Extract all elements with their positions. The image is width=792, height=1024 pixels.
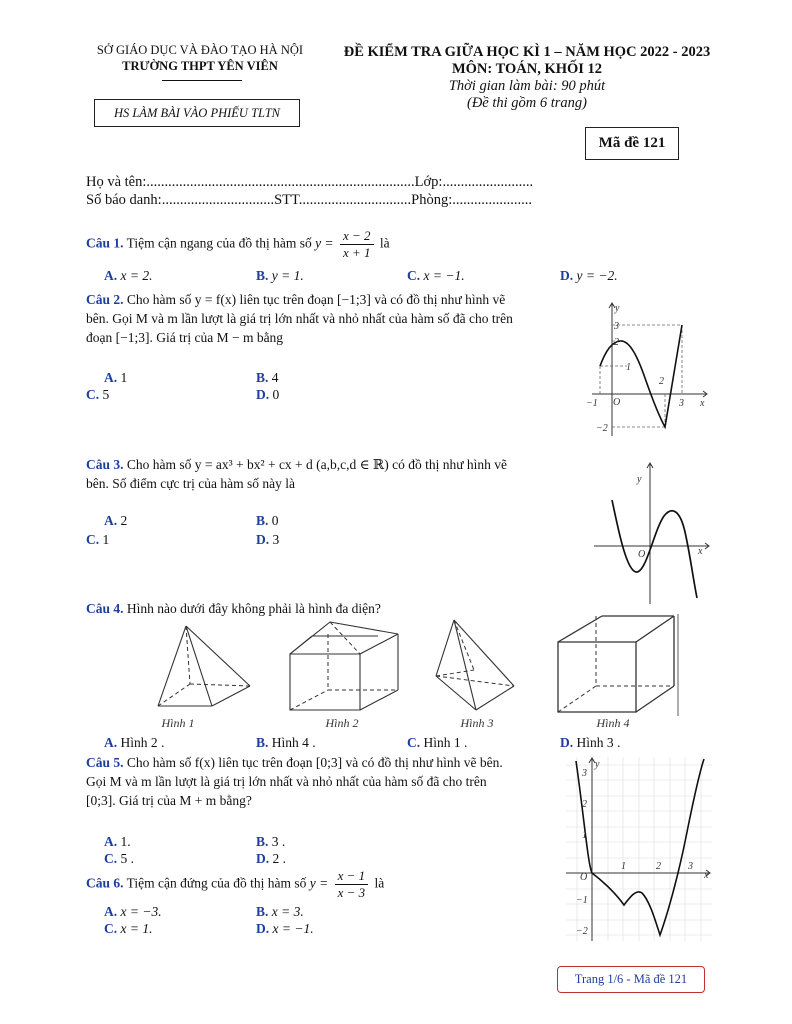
option-text: 2 . — [272, 851, 286, 866]
option-letter: D. — [256, 921, 270, 936]
option-text: Hình 4 . — [271, 735, 316, 750]
question-5-label: Câu 5. — [86, 755, 124, 770]
question-3-option-c[interactable] — [86, 532, 109, 548]
question-6-tail: là — [374, 875, 385, 891]
question-1-func-lhs: y = — [315, 235, 334, 251]
question-3-line-2: bên. Số điểm cực trị của hàm số này là — [86, 476, 296, 491]
x-label: x — [698, 546, 703, 557]
option-text: 1. — [120, 834, 131, 849]
tick-x-neg1: −1 — [586, 398, 598, 409]
question-1-text: Tiệm cận ngang của đồ thị hàm số — [126, 235, 312, 251]
option-letter: C. — [104, 921, 118, 936]
exam-subject: MÔN: TOÁN, KHỐI 12 — [451, 61, 603, 77]
x-label: x — [704, 870, 709, 881]
school-name: TRƯỜNG THPT YÊN VIÊN — [122, 59, 278, 73]
question-1 — [86, 228, 390, 261]
question-2-option-d[interactable] — [256, 387, 279, 403]
page-footer: Trang 1/6 - Mã đề 121 — [557, 966, 705, 993]
tick-y-2: 2 — [614, 337, 619, 348]
question-3-line-1: Cho hàm số y = ax³ + bx² + cx + d (a,b,c,d ∈ ℝ) có đồ thị như hình vẽ — [126, 457, 508, 472]
question-6-option-c[interactable] — [104, 921, 152, 937]
question-6-text: Tiệm cận đứng của đồ thị hàm số — [126, 875, 307, 891]
figure-1-pyramid — [150, 618, 270, 718]
student-info-line-1: Họ và tên:..........................................................................Lớp:......................... — [86, 174, 534, 190]
option-text: 0 — [271, 513, 279, 528]
question-1-tail: là — [379, 235, 390, 251]
y-label: y — [637, 474, 642, 485]
student-info-line-2: Số báo danh:...............................STT...............................Phòng:...................... — [86, 192, 533, 208]
figure-4-cube — [552, 612, 684, 718]
question-6-option-b[interactable] — [256, 904, 304, 920]
question-5-line-1: Cho hàm số f(x) liên tục trên đoạn [0;3] và có đồ thị như hình vẽ bên. — [126, 755, 503, 770]
question-5-option-b[interactable] — [256, 834, 285, 850]
question-1-option-a[interactable] — [104, 268, 152, 284]
question-3-graph — [590, 458, 714, 606]
exam-duration: Thời gian làm bài: 90 phút — [448, 78, 606, 94]
option-letter: B. — [256, 370, 269, 385]
option-text: 0 — [272, 387, 280, 402]
question-2-option-b[interactable] — [256, 370, 279, 386]
question-4-text: Hình nào dưới đây không phải là hình đa diện? — [126, 601, 381, 616]
question-1-fraction — [340, 228, 374, 261]
x-label: x — [700, 398, 705, 409]
question-3 — [86, 455, 570, 493]
tick-y-1: 1 — [582, 830, 587, 841]
option-text: 4 — [271, 370, 279, 385]
option-letter: B. — [256, 735, 269, 750]
option-text: Hình 2 . — [120, 735, 165, 750]
option-letter: B. — [256, 834, 269, 849]
origin-label: O — [580, 872, 588, 883]
question-4-option-c[interactable] — [407, 735, 467, 751]
option-letter: C. — [86, 387, 100, 402]
option-letter: D. — [256, 532, 270, 547]
option-letter: C. — [104, 851, 118, 866]
tick-y-1: 1 — [626, 362, 631, 373]
option-text: x = −1. — [423, 268, 465, 283]
tick-y-neg2: −2 — [576, 926, 588, 937]
exam-code-box: Mã đề 121 — [585, 127, 679, 160]
question-6 — [86, 868, 384, 901]
question-2-option-c[interactable] — [86, 387, 109, 403]
question-3-option-a[interactable] — [104, 513, 127, 529]
option-letter: C. — [86, 532, 100, 547]
question-6-option-a[interactable] — [104, 904, 162, 920]
question-5-option-d[interactable] — [256, 851, 286, 867]
question-1-option-c[interactable] — [407, 268, 465, 284]
option-letter: D. — [256, 387, 270, 402]
option-text: x = −1. — [272, 921, 314, 936]
option-letter: C. — [407, 268, 421, 283]
figure-2-composite — [282, 614, 406, 718]
y-label: y — [615, 303, 620, 314]
figure-3-label: Hình 3 — [460, 716, 494, 730]
exam-pages-note: (Đề thi gồm 6 trang) — [466, 95, 587, 111]
cubic-curve — [612, 500, 697, 598]
option-text: x = −3. — [120, 904, 162, 919]
option-text: x = 3. — [271, 904, 304, 919]
question-4-option-b[interactable] — [256, 735, 316, 751]
option-text: y = −2. — [576, 268, 618, 283]
tick-x-3: 3 — [679, 398, 684, 409]
question-2-line-3: đoạn [−1;3]. Giá trị của M − m bằng — [86, 330, 284, 345]
question-2-label: Câu 2. — [86, 292, 124, 307]
figure-1-label: Hình 1 — [161, 716, 195, 730]
question-3-option-b[interactable] — [256, 513, 279, 529]
question-2-graph — [582, 298, 712, 438]
question-3-label: Câu 3. — [86, 457, 124, 472]
question-5-option-c[interactable] — [104, 851, 134, 867]
option-text: 1 — [120, 370, 128, 385]
figure-2-label: Hình 2 — [325, 716, 359, 730]
tick-y-3: 3 — [614, 321, 619, 332]
option-text: 3 — [272, 532, 280, 547]
option-letter: A. — [104, 268, 118, 283]
tick-y-neg2: −2 — [596, 423, 608, 434]
tick-y-2: 2 — [582, 799, 587, 810]
header-right — [318, 44, 736, 112]
tick-y-neg1: −1 — [576, 895, 588, 906]
option-letter: A. — [104, 370, 118, 385]
figure-3-tetra-shape — [426, 614, 526, 718]
tick-x-2: 2 — [659, 376, 664, 387]
option-text: y = 1. — [271, 268, 304, 283]
option-letter: D. — [256, 851, 270, 866]
option-text: Hình 1 . — [423, 735, 468, 750]
question-1-label: Câu 1. — [86, 235, 124, 251]
exam-title: ĐỀ KIỂM TRA GIỮA HỌC KÌ 1 – NĂM HỌC 2022 - 2023 — [343, 44, 711, 60]
option-text: 3 . — [271, 834, 286, 849]
option-letter: A. — [104, 513, 118, 528]
question-5-line-2: Gọi M và m lần lượt là giá trị lớn nhất và nhỏ nhất của hàm số đã cho trên — [86, 774, 487, 789]
header-left — [82, 42, 318, 74]
option-letter: B. — [256, 904, 269, 919]
question-5-option-a[interactable] — [104, 834, 131, 850]
tick-x-1: 1 — [621, 861, 626, 872]
question-2-option-a[interactable] — [104, 370, 127, 386]
question-4-option-d[interactable] — [560, 735, 620, 751]
option-letter: A. — [104, 904, 118, 919]
question-1-option-b[interactable] — [256, 268, 304, 284]
option-text: 1 — [102, 532, 110, 547]
question-6-denominator: x − 3 — [337, 885, 366, 900]
option-letter: C. — [407, 735, 421, 750]
option-letter: A. — [104, 834, 118, 849]
origin-label: O — [613, 397, 621, 408]
question-4-option-a[interactable] — [104, 735, 164, 751]
question-6-numerator: x − 1 — [335, 868, 369, 885]
question-6-fraction — [335, 868, 369, 901]
question-6-func-lhs: y = — [309, 875, 329, 891]
option-text: 5 . — [120, 851, 134, 866]
question-2 — [86, 290, 566, 347]
option-letter: B. — [256, 513, 269, 528]
option-text: x = 2. — [120, 268, 153, 283]
y-label: y — [595, 759, 600, 770]
option-text: 5 — [102, 387, 110, 402]
question-5-graph — [566, 757, 712, 941]
option-letter: B. — [256, 268, 269, 283]
option-text: Hình 3 . — [576, 735, 621, 750]
question-2-line-2: bên. Gọi M và m lần lượt là giá trị lớn nhất và nhỏ nhất của hàm số đã cho trên — [86, 311, 513, 326]
option-letter: A. — [104, 735, 118, 750]
question-5 — [86, 753, 560, 810]
question-1-numerator: x − 2 — [340, 228, 374, 245]
question-5-line-3: [0;3]. Giá trị của M + m bằng? — [86, 793, 252, 808]
question-3-option-d[interactable] — [256, 532, 279, 548]
origin-label: O — [638, 549, 646, 560]
tick-x-3: 3 — [688, 861, 693, 872]
option-text: x = 1. — [120, 921, 153, 936]
question-4-label: Câu 4. — [86, 601, 124, 616]
question-1-denominator: x + 1 — [343, 245, 371, 260]
question-6-label: Câu 6. — [86, 875, 124, 891]
question-1-option-d[interactable] — [560, 268, 618, 284]
department-name: SỞ GIÁO DỤC VÀ ĐÀO TẠO HÀ NỘI — [96, 43, 304, 57]
header-divider — [162, 80, 242, 81]
question-2-line-1: Cho hàm số y = f(x) liên tục trên đoạn [−1;3] và có đồ thị như hình vẽ — [126, 292, 506, 307]
option-letter: D. — [560, 268, 574, 283]
tick-x-2: 2 — [656, 861, 661, 872]
option-text: 2 — [120, 513, 128, 528]
student-note-box: HS LÀM BÀI VÀO PHIẾU TLTN — [94, 99, 300, 127]
question-6-option-d[interactable] — [256, 921, 314, 937]
tick-y-3: 3 — [582, 768, 587, 779]
option-letter: D. — [560, 735, 574, 750]
figure-4-label: Hình 4 — [596, 716, 630, 730]
